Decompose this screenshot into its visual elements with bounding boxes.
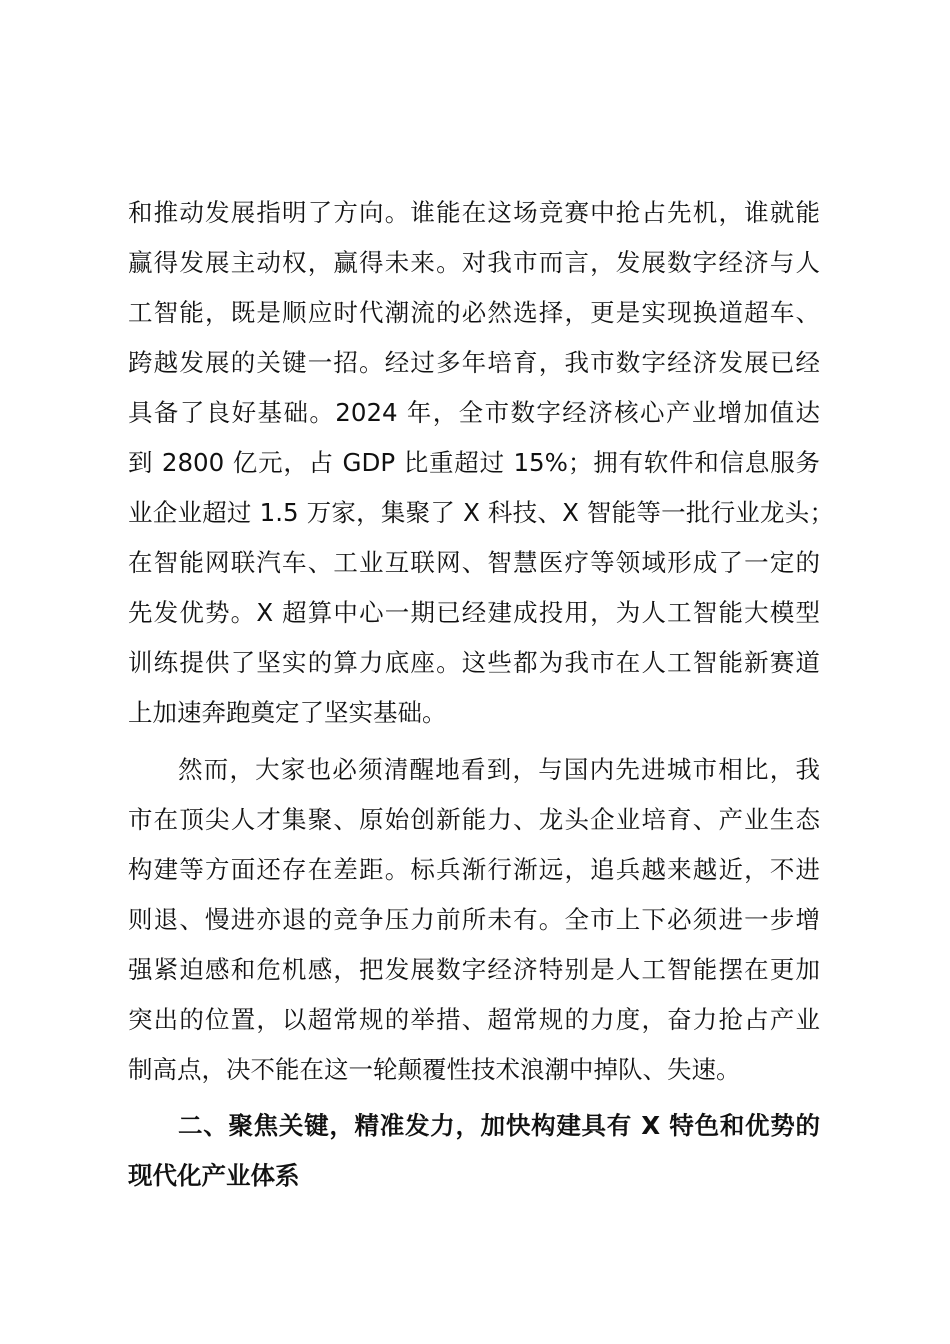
text-line: 工智能，既是顺应时代潮流的必然选择，更是实现换道超车、 bbox=[128, 298, 820, 327]
text-line: 训练提供了坚实的算力底座。这些都为我市在人工智能新赛道 bbox=[128, 648, 820, 677]
text-line: 和推动发展指明了方向。谁能在这场竞赛中抢占先机，谁就能 bbox=[128, 198, 820, 227]
text-line: 先发优势。X 超算中心一期已经建成投用，为人工智能大模型 bbox=[128, 598, 820, 627]
heading-line: 二、聚焦关键，精准发力，加快构建具有 X 特色和优势的 bbox=[178, 1111, 820, 1140]
text-line: 上加速奔跑奠定了坚实基础。 bbox=[128, 698, 447, 727]
text-line: 制高点，决不能在这一轮颠覆性技术浪潮中掉队、失速。 bbox=[128, 1055, 741, 1084]
text-line: 业企业超过 1.5 万家，集聚了 X 科技、X 智能等一批行业龙头； bbox=[128, 498, 834, 527]
text-line: 跨越发展的关键一招。经过多年培育，我市数字经济发展已经 bbox=[128, 348, 820, 377]
text-line: 突出的位置，以超常规的举措、超常规的力度，奋力抢占产业 bbox=[128, 1005, 820, 1034]
heading-line: 现代化产业体系 bbox=[128, 1161, 300, 1190]
text-line: 然而，大家也必须清醒地看到，与国内先进城市相比，我 bbox=[178, 755, 820, 784]
text-line: 则退、慢进亦退的竞争压力前所未有。全市上下必须进一步增 bbox=[128, 905, 820, 934]
text-line: 到 2800 亿元，占 GDP 比重超过 15%；拥有软件和信息服务 bbox=[128, 448, 820, 477]
text-line: 强紧迫感和危机感，把发展数字经济特别是人工智能摆在更加 bbox=[128, 955, 820, 984]
text-line: 赢得发展主动权，赢得未来。对我市而言，发展数字经济与人 bbox=[128, 248, 820, 277]
text-line: 市在顶尖人才集聚、原始创新能力、龙头企业培育、产业生态 bbox=[128, 805, 820, 834]
text-line: 构建等方面还存在差距。标兵渐行渐远，追兵越来越近，不进 bbox=[128, 855, 820, 884]
text-line: 具备了良好基础。2024 年，全市数字经济核心产业增加值达 bbox=[128, 398, 820, 427]
text-line: 在智能网联汽车、工业互联网、智慧医疗等领域形成了一定的 bbox=[128, 548, 820, 577]
